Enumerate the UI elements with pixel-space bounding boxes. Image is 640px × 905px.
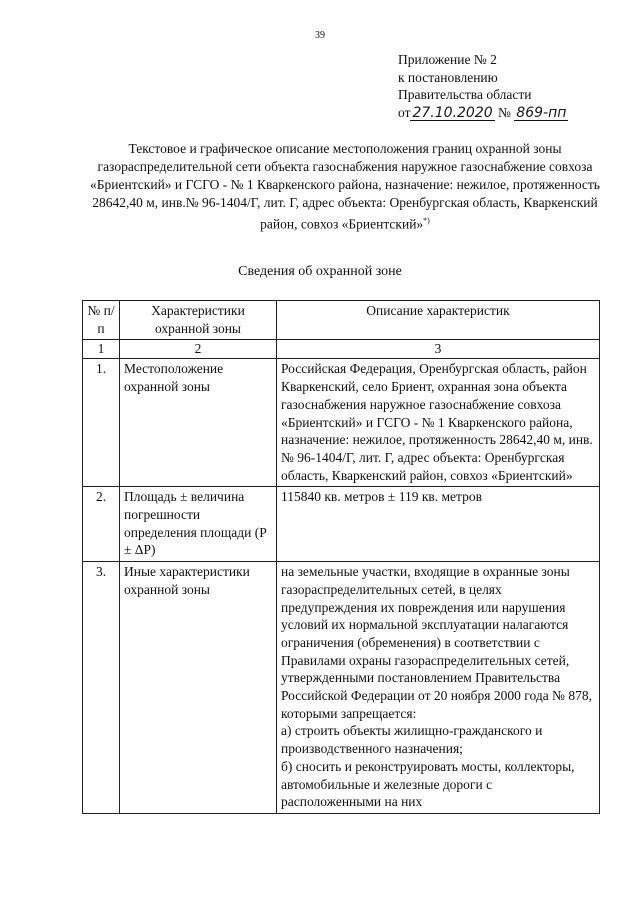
appendix-line-1: Приложение № 2 [398, 52, 497, 67]
appendix-line-2: к постановлению [398, 69, 498, 85]
row-characteristic: Площадь ± величина погрешности определения площади (P ± ΔP) [120, 487, 277, 562]
number-label: № [498, 104, 511, 120]
row-number: 3. [83, 562, 120, 814]
page-number: 39 [315, 30, 325, 41]
row-number: 2. [83, 487, 120, 562]
section-heading: Сведения об охранной зоне [238, 264, 402, 279]
appendix-line-3: Правительства области [398, 87, 532, 102]
table-column-numbers-row [83, 340, 600, 359]
table-row [83, 359, 600, 487]
header-num: № п/п [83, 301, 120, 340]
row-description-item-a: а) строить объекты жилищно-гражданского и производственного назначения; [281, 723, 543, 757]
column-number-2: 2 [120, 340, 277, 359]
header-description: Описание характеристик [277, 301, 600, 340]
column-number-1: 1 [83, 340, 120, 359]
handwritten-date: 27.10.2020 [412, 104, 493, 121]
title-footnote-mark: *) [423, 216, 430, 225]
row-description-item-b: б) сносить и реконструировать мосты, коллекторы, автомобильные и железные дороги с расположенными на них [281, 758, 575, 810]
column-number-3: 3 [277, 340, 600, 359]
table-row [83, 487, 600, 562]
zone-info-table [82, 300, 600, 814]
row-description: 115840 кв. метров ± 119 кв. метров [277, 487, 600, 562]
row-characteristic: Иные характеристики охранной зоны [120, 562, 277, 814]
row-description-main: на земельные участки, входящие в охранные зоны газораспределительных сетей, в целях предупреждения их повреждения или нарушения условий их нормальной эксплуатации налагаются ограничения (обременения) в соответствии с Правилами охраны газораспределительных сетей, утвержденными постановлением Правительства Российской Федерации от 20 ноября 2000 года № 878, которыми запрещается: [281, 564, 592, 721]
row-description [277, 562, 600, 814]
table-row [83, 562, 600, 814]
row-description: Российская Федерация, Оренбургская область, район Кваркенский, село Бриент, охранная зона объекта газоснабжения наружное газоснабжение совхоза «Бриентский» и ГСГО - № 1 Кваркенского района, назначение: нежилое, протяженность 28642,40 м, инв.№ 96-1404/Г, лит. Г, адрес объекта: Оренбургская область, Кваркенский район, совхоз «Бриентский» [277, 359, 600, 487]
header-characteristics: Характеристики охранной зоны [120, 301, 277, 340]
row-characteristic: Местоположение охранной зоны [120, 359, 277, 487]
handwritten-number: 869-пп [516, 104, 567, 121]
table-header-row [83, 301, 600, 340]
document-title [90, 140, 600, 234]
title-text: Текстовое и графическое описание местоположения границ охранной зоны газораспределительной сети объекта газоснабжения наружное газоснабжение совхоза «Бриентский» и ГСГО - № 1 Кваркенского района, назначение: нежилое, протяженность 28642,40 м, инв.№ 96-1404/Г, лит. Г, адрес объекта: Оренбургская область, Кваркенский район, совхоз «Бриентский» [90, 141, 600, 232]
appendix-block [398, 51, 568, 121]
date-prefix: от [398, 104, 411, 120]
appendix-date-line [398, 104, 568, 122]
row-number: 1. [83, 359, 120, 487]
